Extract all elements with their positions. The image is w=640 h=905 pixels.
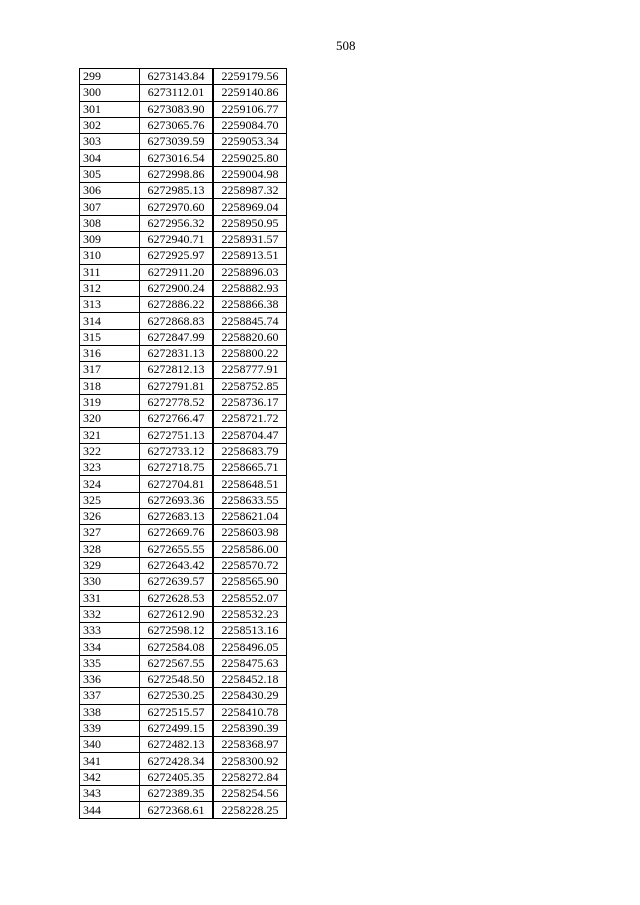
table-row: [80, 85, 287, 101]
point-number-cell: 341: [80, 753, 140, 769]
table-row: [80, 737, 287, 753]
y-coordinate-cell: 2258845.74: [213, 313, 287, 329]
y-coordinate-cell: 2258752.85: [213, 378, 287, 394]
table-row: [80, 525, 287, 541]
x-coordinate-cell: 6272499.15: [140, 720, 214, 736]
table-row: [80, 460, 287, 476]
y-coordinate-cell: 2258882.93: [213, 280, 287, 296]
x-coordinate-cell: 6272791.81: [140, 378, 214, 394]
table-row: [80, 378, 287, 394]
x-coordinate-cell: 6272751.13: [140, 427, 214, 443]
x-coordinate-cell: 6272655.55: [140, 541, 214, 557]
x-coordinate-cell: 6272405.35: [140, 769, 214, 785]
table-row: [80, 769, 287, 785]
x-coordinate-cell: 6272778.52: [140, 394, 214, 410]
y-coordinate-cell: 2258565.90: [213, 574, 287, 590]
point-number-cell: 315: [80, 329, 140, 345]
table-row: [80, 574, 287, 590]
y-coordinate-cell: 2258496.05: [213, 639, 287, 655]
x-coordinate-cell: 6273039.59: [140, 134, 214, 150]
point-number-cell: 307: [80, 199, 140, 215]
table-row: [80, 394, 287, 410]
point-number-cell: 299: [80, 69, 140, 85]
y-coordinate-cell: 2258452.18: [213, 671, 287, 687]
y-coordinate-cell: 2258532.23: [213, 606, 287, 622]
y-coordinate-cell: 2258987.32: [213, 183, 287, 199]
point-number-cell: 328: [80, 541, 140, 557]
point-number-cell: 324: [80, 476, 140, 492]
point-number-cell: 301: [80, 101, 140, 117]
x-coordinate-cell: 6272612.90: [140, 606, 214, 622]
y-coordinate-cell: 2259025.80: [213, 150, 287, 166]
coordinates-table-body: [80, 69, 287, 819]
point-number-cell: 305: [80, 166, 140, 182]
x-coordinate-cell: 6272940.71: [140, 231, 214, 247]
y-coordinate-cell: 2258410.78: [213, 704, 287, 720]
table-row: [80, 590, 287, 606]
y-coordinate-cell: 2258683.79: [213, 443, 287, 459]
point-number-cell: 322: [80, 443, 140, 459]
table-row: [80, 150, 287, 166]
point-number-cell: 342: [80, 769, 140, 785]
table-row: [80, 166, 287, 182]
table-row: [80, 704, 287, 720]
point-number-cell: 311: [80, 264, 140, 280]
y-coordinate-cell: 2259084.70: [213, 117, 287, 133]
table-row: [80, 443, 287, 459]
x-coordinate-cell: 6272639.57: [140, 574, 214, 590]
point-number-cell: 318: [80, 378, 140, 394]
table-row: [80, 362, 287, 378]
y-coordinate-cell: 2258633.55: [213, 492, 287, 508]
x-coordinate-cell: 6272704.81: [140, 476, 214, 492]
x-coordinate-cell: 6273112.01: [140, 85, 214, 101]
table-row: [80, 786, 287, 802]
table-row: [80, 427, 287, 443]
table-row: [80, 313, 287, 329]
point-number-cell: 343: [80, 786, 140, 802]
point-number-cell: 333: [80, 623, 140, 639]
x-coordinate-cell: 6272868.83: [140, 313, 214, 329]
point-number-cell: 332: [80, 606, 140, 622]
x-coordinate-cell: 6272847.99: [140, 329, 214, 345]
x-coordinate-cell: 6272693.36: [140, 492, 214, 508]
table-row: [80, 639, 287, 655]
table-row: [80, 671, 287, 687]
x-coordinate-cell: 6272389.35: [140, 786, 214, 802]
point-number-cell: 334: [80, 639, 140, 655]
y-coordinate-cell: 2258552.07: [213, 590, 287, 606]
y-coordinate-cell: 2258603.98: [213, 525, 287, 541]
y-coordinate-cell: 2258866.38: [213, 297, 287, 313]
point-number-cell: 300: [80, 85, 140, 101]
y-coordinate-cell: 2258300.92: [213, 753, 287, 769]
table-row: [80, 329, 287, 345]
y-coordinate-cell: 2258950.95: [213, 215, 287, 231]
point-number-cell: 302: [80, 117, 140, 133]
y-coordinate-cell: 2258913.51: [213, 248, 287, 264]
x-coordinate-cell: 6272766.47: [140, 411, 214, 427]
x-coordinate-cell: 6272886.22: [140, 297, 214, 313]
x-coordinate-cell: 6272548.50: [140, 671, 214, 687]
y-coordinate-cell: 2258513.16: [213, 623, 287, 639]
x-coordinate-cell: 6272584.08: [140, 639, 214, 655]
table-row: [80, 541, 287, 557]
point-number-cell: 325: [80, 492, 140, 508]
point-number-cell: 339: [80, 720, 140, 736]
table-row: [80, 264, 287, 280]
point-number-cell: 314: [80, 313, 140, 329]
y-coordinate-cell: 2258272.84: [213, 769, 287, 785]
x-coordinate-cell: 6272956.32: [140, 215, 214, 231]
y-coordinate-cell: 2258969.04: [213, 199, 287, 215]
x-coordinate-cell: 6273143.84: [140, 69, 214, 85]
point-number-cell: 335: [80, 655, 140, 671]
y-coordinate-cell: 2258254.56: [213, 786, 287, 802]
y-coordinate-cell: 2258621.04: [213, 509, 287, 525]
table-row: [80, 509, 287, 525]
x-coordinate-cell: 6272683.13: [140, 509, 214, 525]
y-coordinate-cell: 2258931.57: [213, 231, 287, 247]
y-coordinate-cell: 2258665.71: [213, 460, 287, 476]
table-row: [80, 297, 287, 313]
table-row: [80, 802, 287, 818]
point-number-cell: 312: [80, 280, 140, 296]
y-coordinate-cell: 2259004.98: [213, 166, 287, 182]
y-coordinate-cell: 2258430.29: [213, 688, 287, 704]
y-coordinate-cell: 2258648.51: [213, 476, 287, 492]
y-coordinate-cell: 2259106.77: [213, 101, 287, 117]
table-row: [80, 720, 287, 736]
x-coordinate-cell: 6272669.76: [140, 525, 214, 541]
point-number-cell: 304: [80, 150, 140, 166]
point-number-cell: 338: [80, 704, 140, 720]
table-row: [80, 248, 287, 264]
x-coordinate-cell: 6272831.13: [140, 346, 214, 362]
x-coordinate-cell: 6272998.86: [140, 166, 214, 182]
point-number-cell: 337: [80, 688, 140, 704]
point-number-cell: 326: [80, 509, 140, 525]
x-coordinate-cell: 6272718.75: [140, 460, 214, 476]
y-coordinate-cell: 2258777.91: [213, 362, 287, 378]
point-number-cell: 323: [80, 460, 140, 476]
table-row: [80, 280, 287, 296]
y-coordinate-cell: 2258570.72: [213, 557, 287, 573]
y-coordinate-cell: 2258475.63: [213, 655, 287, 671]
x-coordinate-cell: 6272598.12: [140, 623, 214, 639]
point-number-cell: 320: [80, 411, 140, 427]
table-row: [80, 492, 287, 508]
y-coordinate-cell: 2258228.25: [213, 802, 287, 818]
y-coordinate-cell: 2258820.60: [213, 329, 287, 345]
x-coordinate-cell: 6272482.13: [140, 737, 214, 753]
x-coordinate-cell: 6272368.61: [140, 802, 214, 818]
point-number-cell: 327: [80, 525, 140, 541]
point-number-cell: 340: [80, 737, 140, 753]
point-number-cell: 336: [80, 671, 140, 687]
page-number: 508: [336, 38, 356, 53]
point-number-cell: 310: [80, 248, 140, 264]
x-coordinate-cell: 6272812.13: [140, 362, 214, 378]
table-row: [80, 117, 287, 133]
table-row: [80, 606, 287, 622]
point-number-cell: 317: [80, 362, 140, 378]
table-row: [80, 753, 287, 769]
table-row: [80, 476, 287, 492]
table-row: [80, 183, 287, 199]
table-row: [80, 346, 287, 362]
point-number-cell: 308: [80, 215, 140, 231]
point-number-cell: 331: [80, 590, 140, 606]
x-coordinate-cell: 6272925.97: [140, 248, 214, 264]
x-coordinate-cell: 6272970.60: [140, 199, 214, 215]
table-row: [80, 623, 287, 639]
y-coordinate-cell: 2259140.86: [213, 85, 287, 101]
table-row: [80, 69, 287, 85]
x-coordinate-cell: 6272530.25: [140, 688, 214, 704]
x-coordinate-cell: 6272733.12: [140, 443, 214, 459]
x-coordinate-cell: 6272643.42: [140, 557, 214, 573]
y-coordinate-cell: 2258800.22: [213, 346, 287, 362]
x-coordinate-cell: 6273083.90: [140, 101, 214, 117]
table-row: [80, 655, 287, 671]
table-row: [80, 557, 287, 573]
point-number-cell: 329: [80, 557, 140, 573]
x-coordinate-cell: 6272628.53: [140, 590, 214, 606]
point-number-cell: 330: [80, 574, 140, 590]
y-coordinate-cell: 2258736.17: [213, 394, 287, 410]
table-row: [80, 199, 287, 215]
point-number-cell: 309: [80, 231, 140, 247]
table-row: [80, 134, 287, 150]
y-coordinate-cell: 2259053.34: [213, 134, 287, 150]
point-number-cell: 319: [80, 394, 140, 410]
x-coordinate-cell: 6272985.13: [140, 183, 214, 199]
y-coordinate-cell: 2258896.03: [213, 264, 287, 280]
y-coordinate-cell: 2259179.56: [213, 69, 287, 85]
table-row: [80, 231, 287, 247]
y-coordinate-cell: 2258586.00: [213, 541, 287, 557]
y-coordinate-cell: 2258704.47: [213, 427, 287, 443]
x-coordinate-cell: 6272428.34: [140, 753, 214, 769]
table-row: [80, 101, 287, 117]
x-coordinate-cell: 6272900.24: [140, 280, 214, 296]
y-coordinate-cell: 2258368.97: [213, 737, 287, 753]
x-coordinate-cell: 6272515.57: [140, 704, 214, 720]
x-coordinate-cell: 6272911.20: [140, 264, 214, 280]
point-number-cell: 344: [80, 802, 140, 818]
table-row: [80, 688, 287, 704]
x-coordinate-cell: 6272567.55: [140, 655, 214, 671]
point-number-cell: 316: [80, 346, 140, 362]
x-coordinate-cell: 6273016.54: [140, 150, 214, 166]
point-number-cell: 321: [80, 427, 140, 443]
table-row: [80, 411, 287, 427]
point-number-cell: 313: [80, 297, 140, 313]
point-number-cell: 306: [80, 183, 140, 199]
coordinates-table: [79, 68, 287, 819]
y-coordinate-cell: 2258390.39: [213, 720, 287, 736]
table-row: [80, 215, 287, 231]
x-coordinate-cell: 6273065.76: [140, 117, 214, 133]
point-number-cell: 303: [80, 134, 140, 150]
y-coordinate-cell: 2258721.72: [213, 411, 287, 427]
